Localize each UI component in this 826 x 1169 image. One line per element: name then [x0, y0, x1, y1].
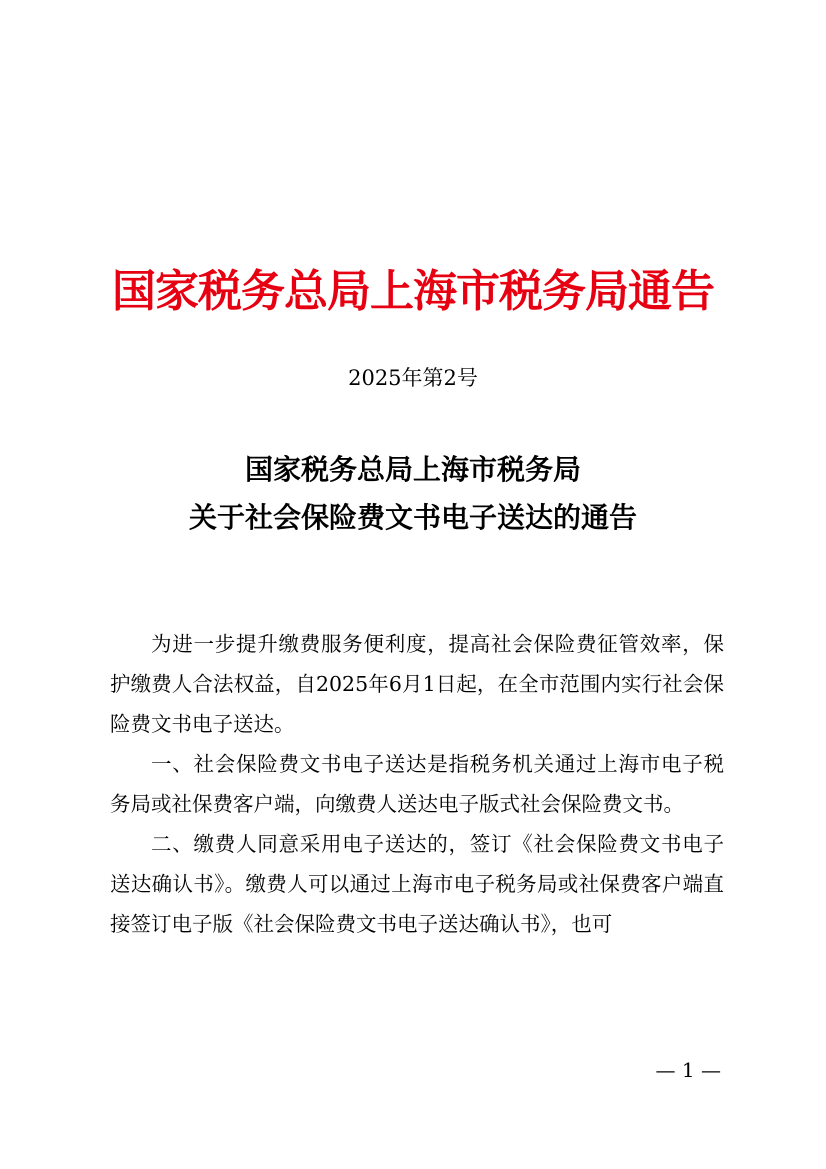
- issuer-red-header: 国家税务总局上海市税务局通告: [112, 266, 714, 317]
- page-number: — 1 —: [655, 1058, 721, 1082]
- document-title-line-1: 国家税务总局上海市税务局: [244, 453, 581, 486]
- body-paragraph-2: 二、缴费人同意采用电子送达的，签订《社会保险费文书电子送达确认书》。缴费人可以通过上海市电子税务局或社保费客户端直接签订电子版《社会保险费文书电子送达确认书》，也可: [110, 832, 724, 936]
- document-title-line-2: 关于社会保险费文书电子送达的通告: [188, 501, 637, 534]
- document-body: [110, 624, 724, 944]
- body-paragraph-intro: 为进一步提升缴费服务便利度，提高社会保险费征管效率，保护缴费人合法权益，自2025年6月1日起，在全市范围内实行社会保险费文书电子送达。: [110, 632, 724, 736]
- document-number: 2025年第2号: [348, 366, 478, 390]
- body-paragraph-1: 一、社会保险费文书电子送达是指税务机关通过上海市电子税务局或社保费客户端，向缴费人送达电子版式社会保险费文书。: [110, 752, 724, 816]
